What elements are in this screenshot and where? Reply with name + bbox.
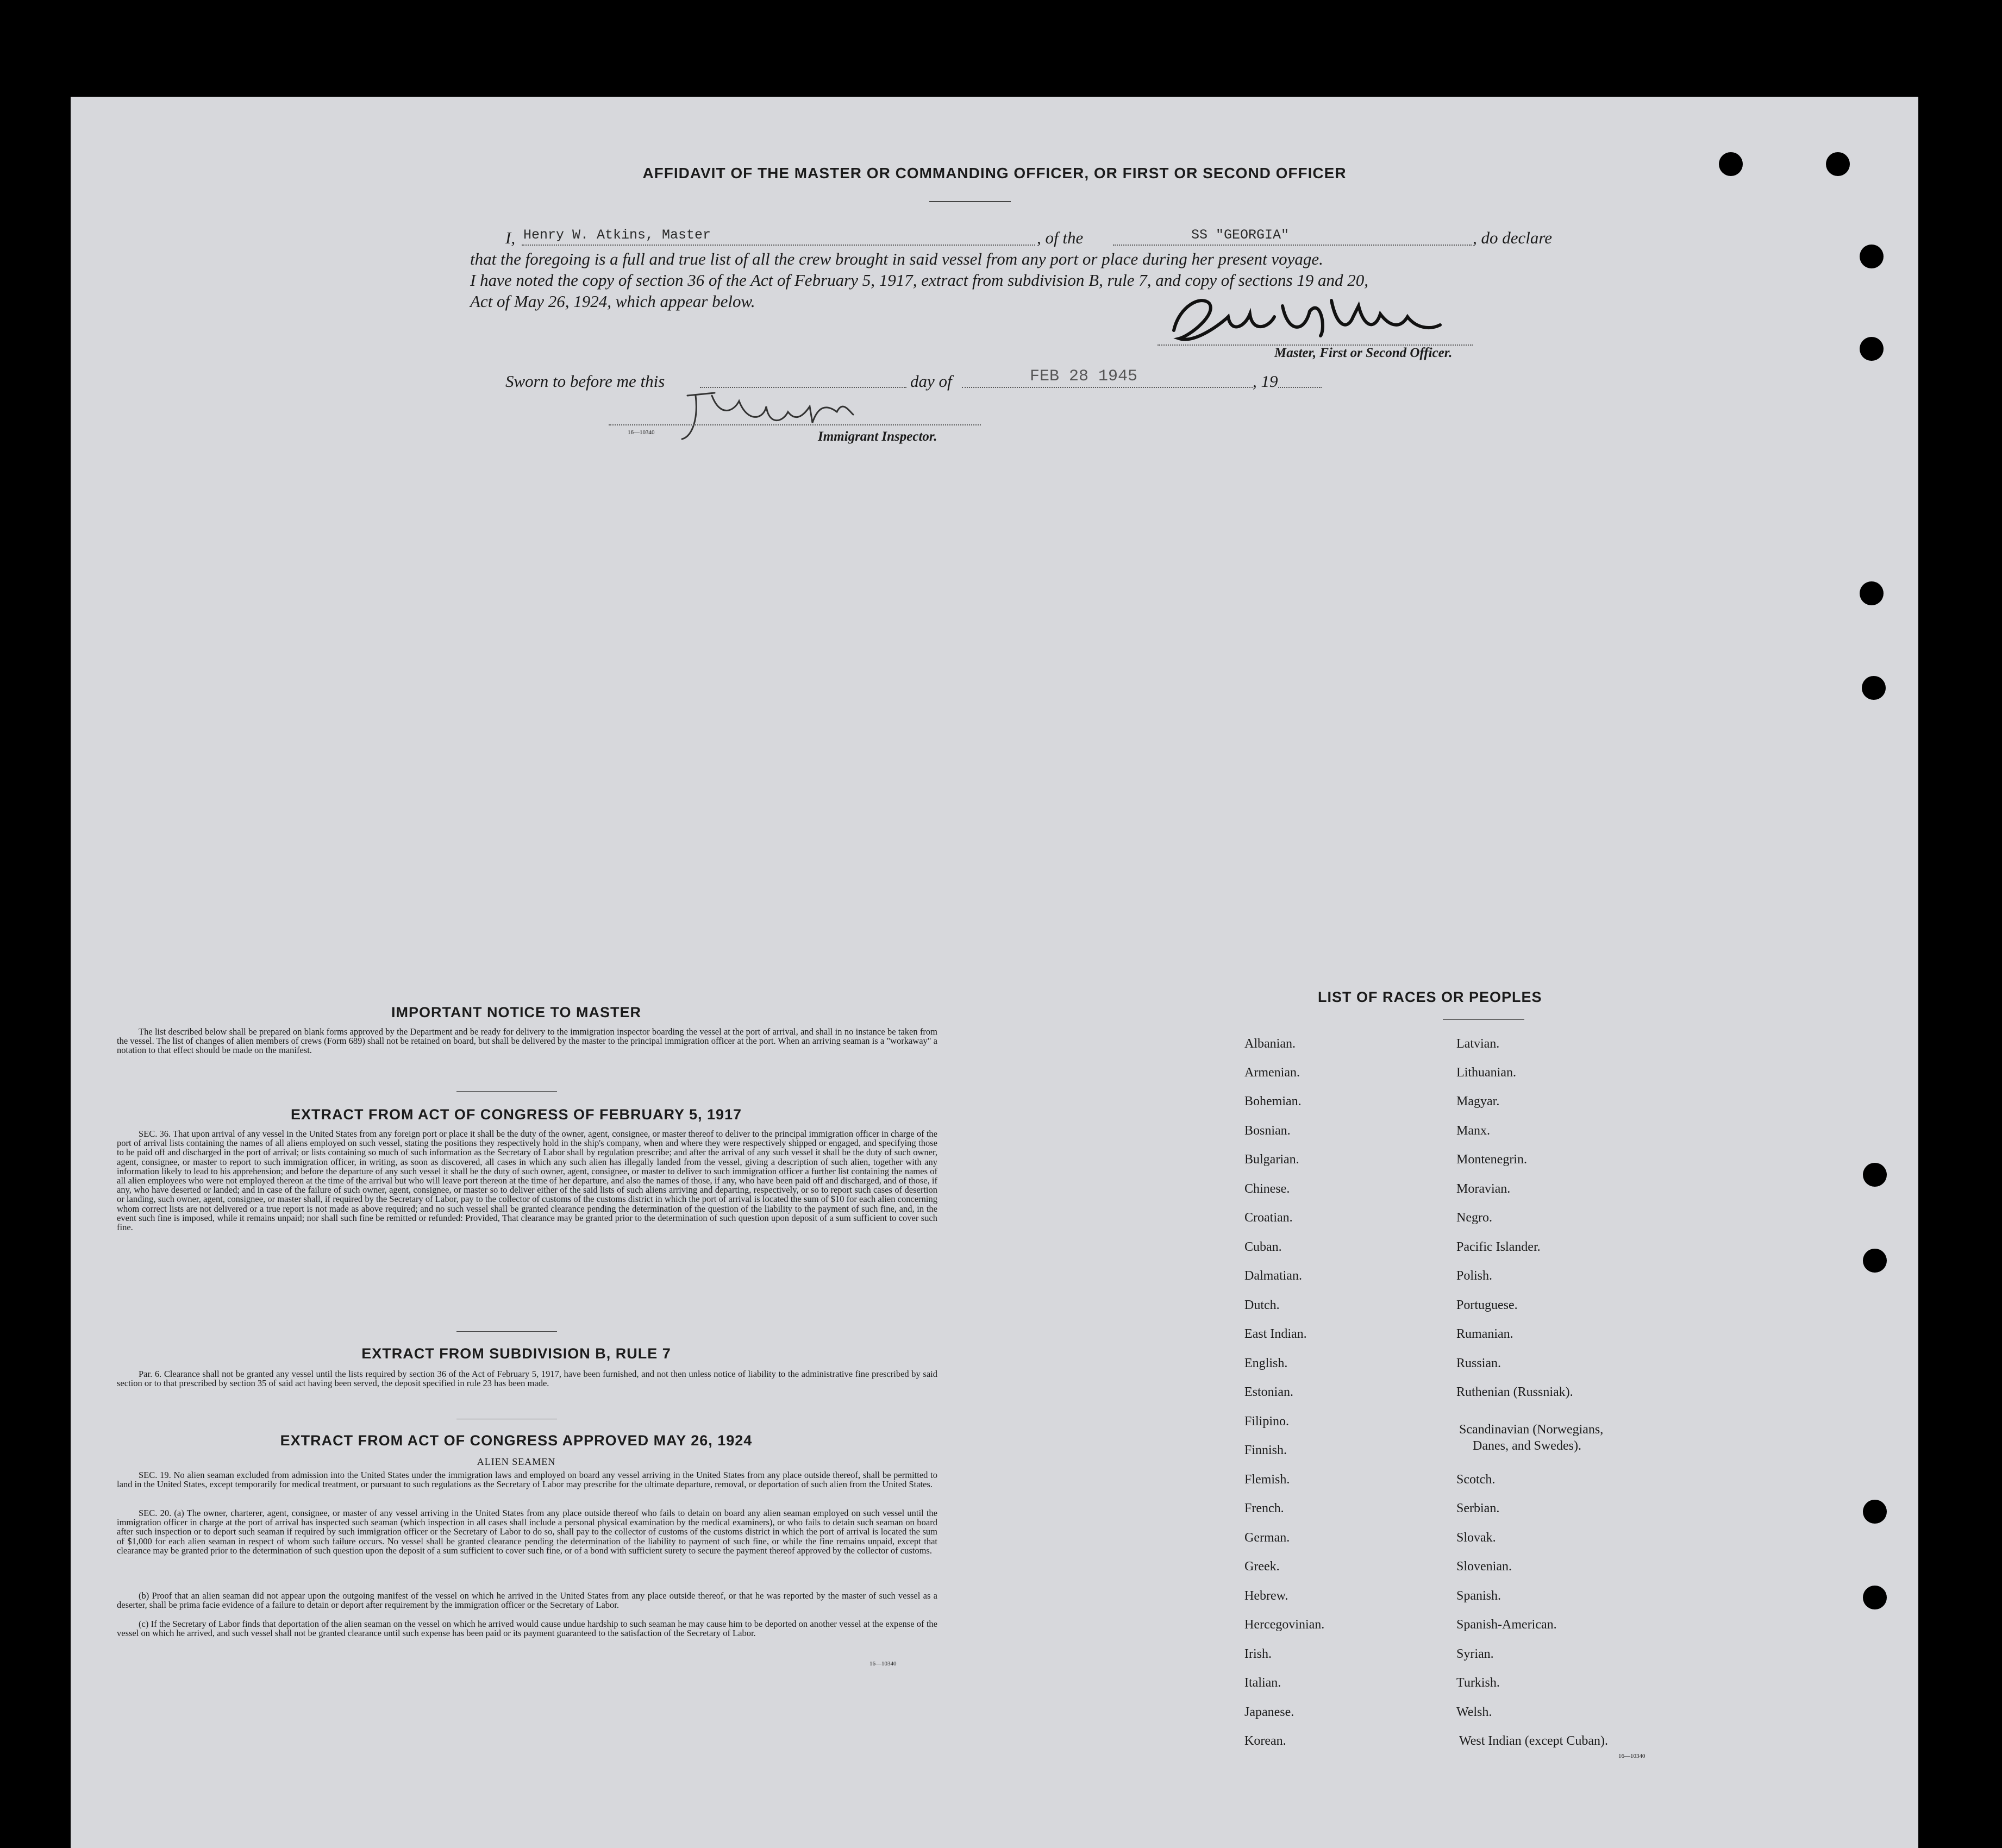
race-item: Russian. <box>1456 1356 1502 1370</box>
race-item: Albanian. <box>1244 1037 1296 1051</box>
notice-body: The list described below shall be prepared on blank forms approved by the Department and be ready for delivery to the immigration inspector boarding the vessel at the port of arrival, and shall in no instance be taken from the vessel. The list of changes of alien members of crews (Form 689) shall not be retained on board, but shall be delivered by the master to the principal immigration officer at the port. When an arriving seaman is a "workaway" a notation to that effect should be made on the manifest. <box>117 1026 937 1056</box>
sworn-year-line <box>1278 387 1322 388</box>
race-item: Scandinavian (Norwegians, <box>1459 1423 1604 1437</box>
punch-hole <box>1860 337 1884 361</box>
races-title: LIST OF RACES OR PEOPLES <box>1318 989 1542 1005</box>
race-item: Irish. <box>1244 1647 1272 1661</box>
sec19-body: SEC. 19. No alien seaman excluded from admission into the United States under the immigration laws and employed on board any vessel arriving in the United States from any place outside thereof, shall be permitted to land in the United States, except temporarily for medical treatment, or pursuant to such regulations as the Secretary of Labor may prescribe for the ultimate departure, removal, or deportation of such alien from the United States. <box>117 1470 937 1490</box>
race-item: Korean. <box>1244 1734 1286 1748</box>
race-item: Manx. <box>1456 1124 1490 1138</box>
race-item: Syrian. <box>1456 1647 1494 1661</box>
race-item: Welsh. <box>1456 1705 1492 1719</box>
race-item: Slovak. <box>1456 1531 1496 1545</box>
document-page <box>71 97 1918 1848</box>
race-item: East Indian. <box>1244 1327 1307 1341</box>
race-item: French. <box>1244 1501 1284 1515</box>
race-item: Chinese. <box>1244 1182 1290 1196</box>
year-prefix: , 19 <box>1253 372 1278 391</box>
master-caption: Master, First or Second Officer. <box>1274 346 1453 360</box>
race-item: Hebrew. <box>1244 1589 1288 1603</box>
race-item: Filipino. <box>1244 1414 1290 1429</box>
sworn-label: Sworn to before me this <box>505 372 665 391</box>
inspector-caption: Immigrant Inspector. <box>818 429 937 444</box>
race-item: West Indian (except Cuban). <box>1459 1734 1608 1748</box>
race-item: Montenegrin. <box>1456 1152 1527 1167</box>
title-rule <box>929 201 1011 202</box>
race-item: Greek. <box>1244 1559 1280 1574</box>
sec20b-body: (b) Proof that an alien seaman did not appear upon the outgoing manifest of the vessel on which he arrived in the United States from any place outside thereof, or that he was reported by the master of such vessel as a deserter, shall be prima facie evidence of a failure to detain or deport after requirement by the immigration officer or the Secretary of Labor. <box>117 1590 937 1611</box>
race-item: Hercegovinian. <box>1244 1618 1325 1632</box>
race-item: Estonian. <box>1244 1385 1293 1399</box>
race-item: Dutch. <box>1244 1298 1280 1312</box>
race-item: Rumanian. <box>1456 1327 1513 1341</box>
race-item: Japanese. <box>1244 1705 1294 1719</box>
race-item: Portuguese. <box>1456 1298 1518 1312</box>
notice-title: IMPORTANT NOTICE TO MASTER <box>391 1004 641 1020</box>
race-item: Danes, and Swedes). <box>1473 1439 1581 1453</box>
punch-hole <box>1860 581 1884 605</box>
race-item: Finnish. <box>1244 1443 1287 1457</box>
extract-1917-body: SEC. 36. That upon arrival of any vessel in the United States from any foreign port or place it shall be the duty of the owner, agent, consignee, or master thereof to deliver to the principal immigration officer in charge of the port of arrival lists containing the names of all aliens employed on such vessel, stating the positions they respectively hold in the ship's company, when and where they were respectively shipped or engaged, and specifying those to be paid off and discharged in the port of arrival; or lists containing so much of such information as the Secretary of Labor shall by regulation prescribe; and after the arrival of any such vessel it shall be the duty of such owner, agent, consignee, or master to report to such immigration officer, in writing, as soon as discovered, all cases in which any such alien has illegally landed from the vessel, giving a description of such alien, together with any information likely to lead to his apprehension; and before the departure of any such vessel it shall be the duty of such owner, agent, consignee, or master to deliver to such immigration officer a further list containing the names of all alien employees who were not employed thereon at the time of the arrival but who will leave port thereon at the time of her departure, and also the names of those, if any, who have been paid off and discharged, and of those, if any, who have deserted or landed; and in case of the failure of such owner, agent, consignee, or master so to deliver either of the said lists of such aliens arriving and departing, respectively, or so to report such cases of desertion or landing, such owner, agent, consignee, or master shall, if required by the Secretary of Labor, pay to the collector of customs of the customs district in which the port of arrival is located the sum of $10 for each alien concerning whom correct lists are not delivered or a true report is not made as above required; and no such vessel shall be granted clearance pending the determination of the question of the liability to the payment of such fine, and, in the event such fine is imposed, while it remains unpaid; nor shall such fine be remitted or refunded: Provided, That clearance may be granted prior to the determination of such question upon deposit of a sum sufficient to cover such fine. <box>117 1129 937 1233</box>
race-item: Serbian. <box>1456 1501 1500 1515</box>
race-item: Spanish-American. <box>1456 1618 1557 1632</box>
of-the-label: , of the <box>1037 228 1084 247</box>
race-item: Polish. <box>1456 1269 1493 1283</box>
races-form-number: 16—10340 <box>1618 1753 1646 1759</box>
extract-form-number: 16—10340 <box>869 1661 897 1667</box>
races-title-rule <box>1443 1019 1524 1020</box>
vessel-name-value: SS "GEORGIA" <box>1191 227 1290 243</box>
punch-hole <box>1863 1249 1887 1273</box>
affidavit-title: AFFIDAVIT OF THE MASTER OR COMMANDING OFFICER, OR FIRST OR SECOND OFFICER <box>642 165 1347 181</box>
race-item: English. <box>1244 1356 1288 1370</box>
race-item: Armenian. <box>1244 1066 1300 1080</box>
extract-1917-title: EXTRACT FROM ACT OF CONGRESS OF FEBRUARY 5, 1917 <box>290 1106 742 1123</box>
punch-hole <box>1862 676 1886 700</box>
race-item: Ruthenian (Russniak). <box>1456 1385 1573 1399</box>
rule7-title: EXTRACT FROM SUBDIVISION B, RULE 7 <box>361 1345 671 1362</box>
race-item: Bosnian. <box>1244 1124 1291 1138</box>
name-fill-line <box>522 245 1035 246</box>
race-item: Spanish. <box>1456 1589 1502 1603</box>
race-item: Bulgarian. <box>1244 1152 1299 1167</box>
i-label: I, <box>505 228 516 247</box>
vessel-fill-line <box>1113 245 1472 246</box>
inspector-form-number: 16—10340 <box>628 429 655 436</box>
day-of-label: day of <box>910 372 952 391</box>
race-item: Italian. <box>1244 1676 1281 1690</box>
affidavit-line-4: Act of May 26, 1924, which appear below. <box>470 292 755 311</box>
sworn-date-line <box>962 387 1253 388</box>
race-item: Slovenian. <box>1456 1559 1512 1574</box>
race-item: Flemish. <box>1244 1473 1290 1487</box>
race-item: Croatian. <box>1244 1211 1293 1225</box>
race-item: Turkish. <box>1456 1676 1500 1690</box>
affidavit-line-2: that the foregoing is a full and true list of all the crew brought in said vessel from any port or place during her present voyage. <box>470 249 1323 268</box>
punch-hole <box>1863 1500 1887 1524</box>
race-item: Negro. <box>1456 1211 1492 1225</box>
rule7-body: Par. 6. Clearance shall not be granted any vessel until the lists required by section 36 of the Act of February 5, 1917, have been furnished, and not then unless notice of liability to the administrative fine prescribed by said section or to that prescribed by section 35 of said act having been served, the deposit specified in rule 23 has been made. <box>117 1369 937 1389</box>
race-item: Lithuanian. <box>1456 1066 1516 1080</box>
race-item: Moravian. <box>1456 1182 1511 1196</box>
punch-hole <box>1863 1586 1887 1609</box>
sec20c-body: (c) If the Secretary of Labor finds that deportation of the alien seaman on the vessel on which he arrived would cause undue hardship to such seaman he may cause him to be deported on another vessel at the expense of the vessel on which he arrived, and such vessel shall not be granted clearance until such expense has been paid or its payment guaranteed to the satisfaction of the Secretary of Labor. <box>117 1619 937 1639</box>
punch-hole <box>1860 245 1884 268</box>
sec20a-body: SEC. 20. (a) The owner, charterer, agent, consignee, or master of any vessel arriving in the United States from any place outside thereof who fails to detain on board any alien seaman employed on such vessel until the immigration officer in charge at the port of arrival has inspected such seaman (which inspection in all cases shall include a personal physical examination by the medical examiners), or who fails to detain such seaman on board after such inspection or to deport such seaman if required by such immigration officer or the Secretary of Labor to do so, shall pay to the collector of customs of the customs district in which the port of arrival is located the sum of $1,000 for each alien seaman in respect of whom such failure occurs. No vessel shall be granted clearance pending the determination of the liability to payment of such fine, or while the fine remains unpaid, except that clearance may be granted prior to the determination of such question upon the deposit of a sum sufficient to cover such fine, or of a bond with sufficient surety to secure the payment thereof approved by the collector of customs. <box>117 1508 937 1556</box>
race-item: Scotch. <box>1456 1473 1496 1487</box>
race-item: Cuban. <box>1244 1240 1282 1254</box>
do-declare-label: , do declare <box>1473 228 1553 247</box>
race-item: German. <box>1244 1531 1290 1545</box>
punch-hole <box>1863 1163 1887 1187</box>
master-name-value: Henry W. Atkins, Master <box>523 227 711 243</box>
race-item: Bohemian. <box>1244 1094 1302 1108</box>
race-item: Magyar. <box>1456 1094 1500 1108</box>
race-item: Latvian. <box>1456 1037 1500 1051</box>
date-stamp: FEB 28 1945 <box>1030 367 1138 386</box>
affidavit-line-3: I have noted the copy of section 36 of the Act of February 5, 1917, extract from subdivision B, rule 7, and copy of sections 19 and 20, <box>470 271 1369 290</box>
race-item: Pacific Islander. <box>1456 1240 1541 1254</box>
extract-1924-title: EXTRACT FROM ACT OF CONGRESS APPROVED MAY 26, 1924 <box>280 1432 753 1449</box>
section-rule <box>456 1091 557 1092</box>
extract-1924-subtitle: ALIEN SEAMEN <box>477 1456 556 1467</box>
race-item: Dalmatian. <box>1244 1269 1302 1283</box>
section-rule <box>456 1331 557 1332</box>
